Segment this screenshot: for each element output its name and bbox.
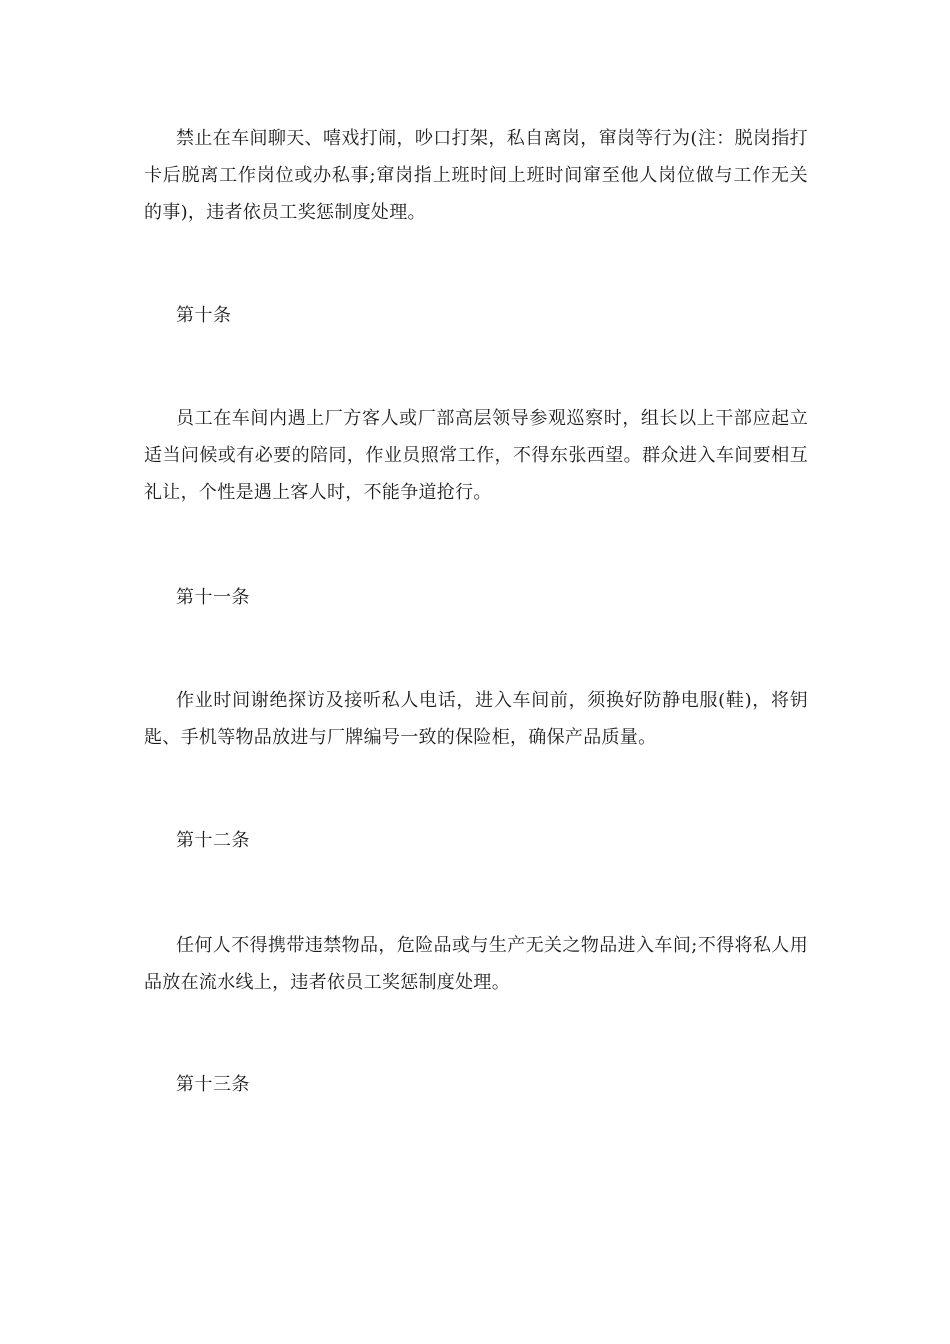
paragraph-rule-conduct: 禁止在车间聊天、嘻戏打闹，吵口打架，私自离岗，窜岗等行为(注：脱岗指打卡后脱离工作岗位或办私事;窜岗指上班时间上班时间窜至他人岗位做与工作无关的事)，违者依员工奖惩制度处理。 [144, 128, 808, 223]
paragraph-rule-phones: 作业时间谢绝探访及接听私人电话，进入车间前，须换好防静电服(鞋)，将钥匙、手机等物品放进与厂牌编号一致的保险柜，确保产品质量。 [144, 690, 808, 748]
paragraph-rule-visitors: 员工在车间内遇上厂方客人或厂部高层领导参观巡察时，组长以上干部应起立适当问候或有必要的陪同，作业员照常工作，不得东张西望。群众进入车间要相互礼让，个性是遇上客人时，不能争道抢行。 [144, 408, 808, 503]
article-heading-11: 第十一条 [176, 587, 250, 608]
article-heading-12: 第十二条 [176, 830, 250, 851]
article-heading-10: 第十条 [176, 305, 232, 326]
paragraph-rule-prohibited-items: 任何人不得携带违禁物品，危险品或与生产无关之物品进入车间;不得将私人用品放在流水线上，违者依员工奖惩制度处理。 [144, 935, 808, 993]
article-heading-13: 第十三条 [176, 1074, 250, 1095]
